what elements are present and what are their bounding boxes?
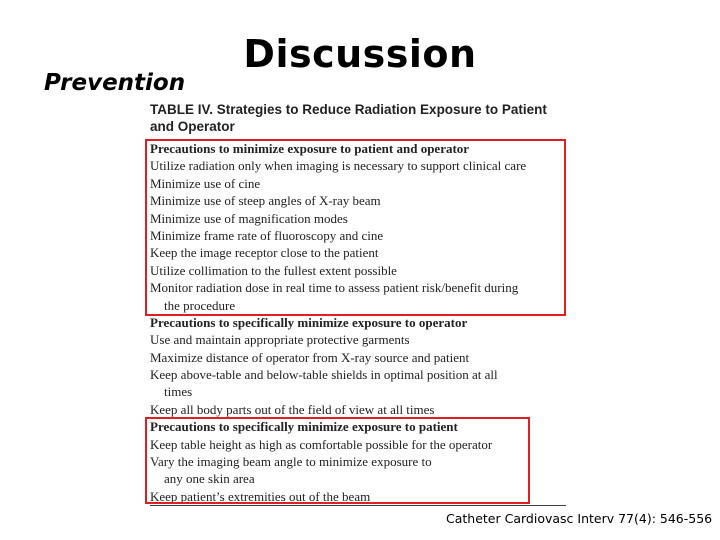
table-row: Monitor radiation dose in real time to assess patient risk/benefit during — [150, 280, 519, 296]
table-row: Utilize collimation to the fullest extent possible — [150, 262, 397, 278]
table-row: Keep the image receptor close to the patient — [150, 245, 379, 261]
citation: Catheter Cardiovasc Interv 77(4): 546-556 — [446, 511, 713, 526]
table-row: Maximize distance of operator from X-ray source and patient — [150, 349, 470, 365]
table-bottom-rule — [150, 505, 566, 506]
table-caption — [150, 101, 570, 135]
table-caption-line-2: and Operator — [150, 119, 235, 134]
table-row: Use and maintain appropriate protective garments — [150, 332, 410, 348]
table-row: Keep all body parts out of the field of view at all times — [150, 401, 435, 417]
slide-title: Discussion — [243, 32, 477, 76]
highlight-box-patient-operator — [145, 139, 566, 316]
table-row: Vary the imaging beam angle to minimize exposure to — [150, 454, 432, 470]
table-row: Keep above-table and below-table shields in optimal position at all — [150, 367, 498, 383]
slide-subtitle: Prevention — [44, 70, 186, 96]
table-row: Minimize frame rate of fluoroscopy and cine — [150, 227, 384, 243]
table-row-continuation: any one skin area — [164, 471, 255, 487]
section-header-patient: Precautions to specifically minimize exposure to patient — [150, 419, 458, 435]
highlight-box-patient — [145, 417, 530, 504]
section-header-patient-operator: Precautions to minimize exposure to patient and operator — [150, 141, 470, 156]
table-row-continuation: times — [164, 384, 193, 400]
section-header-operator: Precautions to specifically minimize exposure to operator — [150, 314, 468, 330]
table-caption-line-1: TABLE IV. Strategies to Reduce Radiation Exposure to Patient — [150, 102, 547, 117]
table-row: Keep patient’s extremities out of the beam — [150, 488, 371, 504]
table-row: Minimize use of magnification modes — [150, 210, 348, 226]
table-row: Minimize use of steep angles of X-ray beam — [150, 193, 381, 209]
table-row: Minimize use of cine — [150, 175, 261, 191]
table-row: Keep table height as high as comfortable possible for the operator — [150, 436, 493, 452]
table-row: Utilize radiation only when imaging is necessary to support clinical care — [150, 158, 527, 174]
table-row-continuation: the procedure — [164, 297, 236, 313]
